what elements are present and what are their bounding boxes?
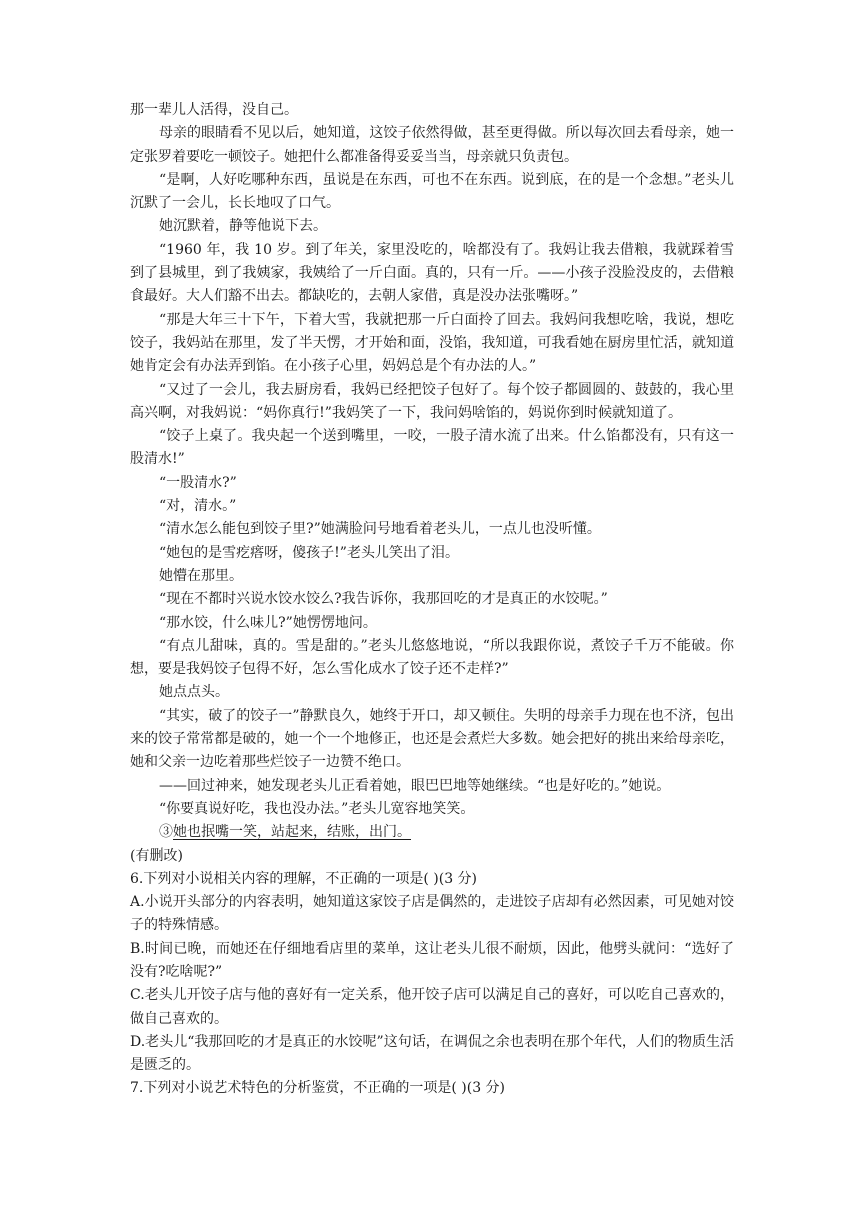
paragraph: “饺子上桌了。我央起一个送到嘴里，一咬，一股子清水流了出来。什么馅都没有，只有这一股清水!”: [130, 428, 734, 468]
paragraph: “那水饺，什么味儿?”她愣愣地问。: [159, 614, 377, 631]
source-note: (有删改): [130, 847, 183, 864]
sentence-marker: ③: [159, 824, 173, 841]
question-6-option-c: C.老头儿开饺子店与他的喜好有一定关系，他开饺子店可以满足自己的喜好，可以吃自己喜欢的，做自己喜欢的。: [130, 987, 734, 1027]
paragraph: 那一辈儿人活得，没自己。: [130, 102, 298, 118]
paragraph: 母亲的眼睛看不见以后，她知道，这饺子依然得做，甚至更得做。所以每次回去看母亲，她一定张罗着要吃一顿饺子。她把什么都准备得妥妥当当，母亲就只负责包。: [130, 125, 734, 165]
paragraph: 她沉默着，静等他说下去。: [159, 218, 327, 235]
paragraph: “是啊，人好吃哪种东西，虽说是在东西，可也不在东西。说到底，在的是一个念想。”老头儿沉默了一会儿，长长地叹了口气。: [130, 171, 734, 212]
paragraph: “1960 年，我 10 岁。到了年关，家里没吃的，啥都没有了。我妈让我去借粮，我就踩着雪到了县城里，到了我姨家，我姨给了一斤白面。真的，只有一斤。——小孩子没脸没皮的，去借粮食最好。大人们豁不出去。都缺吃的，去朝人家借，真是没办法张嘴呀。”: [130, 241, 734, 305]
question-6-option-a: A.小说开头部分的内容表明，她知道这家饺子店是偶然的，走进饺子店却有必然因素，可见她对饺子的特殊情感。: [130, 894, 734, 934]
paragraph: 她懵在那里。: [159, 567, 243, 584]
paragraph: “其实，破了的饺子一”静默良久，她终于开口，却又顿住。失明的母亲手力现在也不济，包出来的饺子常常都是破的，她一个一个地修正，也还是会煮烂大多数。她会把好的挑出来给母亲吃，她和父亲一边吃着那些烂饺子一边赞不绝口。: [130, 707, 734, 771]
underlined-text: 她也抿嘴一笑，站起来，结账，出门。: [173, 824, 411, 841]
paragraph: “有点儿甜味，真的。雪是甜的。”老头儿悠悠地说，“所以我跟你说，煮饺子千万不能破。你想，要是我妈饺子包得不好，怎么雪化成水了饺子还不走样?”: [130, 637, 734, 678]
paragraph: “对，清水。”: [159, 498, 237, 515]
paragraph: “现在不都时兴说水饺水饺么?我告诉你，我那回吃的才是真正的水饺呢。”: [159, 591, 608, 608]
paragraph: “那是大年三十下午，下着大雪，我就把那一斤白面拎了回去。我妈问我想吃啥，我说，想吃饺子，我妈站在那里，发了半天愣，才开始和面，没馅，我知道，可我看她在厨房里忙活，就知道她肯定会有办法弄到馅。在小孩子心里，妈妈总是个有办法的人。”: [130, 311, 734, 375]
paragraph: ——回过神来，她发现老头儿正看着她，眼巴巴地等她继续。“也是好吃的。”她说。: [159, 777, 671, 794]
paragraph: “清水怎么能包到饺子里?”她满脸问号地看着老头儿，一点儿也没听懂。: [159, 521, 601, 538]
paragraph: “她包的是雪疙瘩呀，傻孩子!”老头儿笑出了泪。: [159, 544, 459, 561]
paragraph: 她点点头。: [159, 684, 229, 701]
question-7: 7.下列对小说艺术特色的分析鉴赏，不正确的一项是( )(3 分): [130, 1080, 506, 1097]
paragraph: “一股清水?”: [159, 474, 237, 491]
question-6: 6.下列对小说相关内容的理解，不正确的一项是( )(3 分): [130, 870, 478, 887]
question-6-option-d: D.老头儿“我那回吃的才是真正的水饺呢”这句话，在调侃之余也表明在那个年代，人们的物质生活是匮乏的。: [130, 1033, 734, 1074]
paragraph: “又过了一会儿，我去厨房看，我妈已经把饺子包好了。每个饺子都圆圆的、鼓鼓的，我心里高兴啊，对我妈说：“妈你真行!”我妈笑了一下，我问妈啥馅的，妈说你到时候就知道了。: [130, 381, 734, 421]
underlined-sentence: [130, 821, 734, 844]
paragraph: “你要真说好吃，我也没办法。”老头儿宽容地笑笑。: [159, 800, 475, 817]
question-6-option-b: B.时间已晚，而她还在仔细地看店里的菜单，这让老头儿很不耐烦，因此，他劈头就问：“选好了没有?吃啥呢?”: [130, 940, 734, 980]
